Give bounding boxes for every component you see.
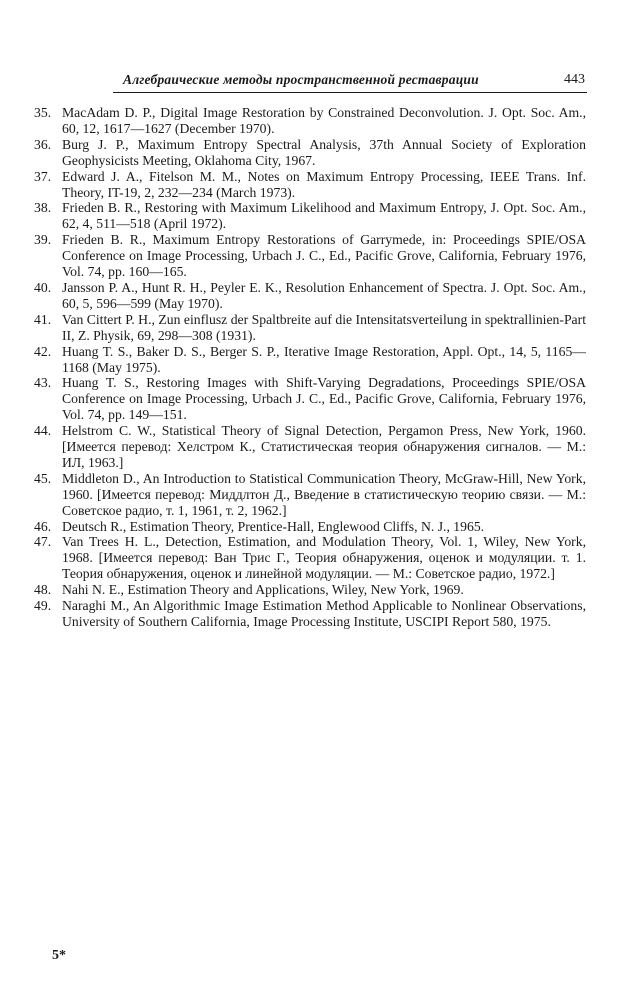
reference-text: Frieden B. R., Restoring with Maximum Likelihood and Maximum Entropy, J. Opt. Soc. Am., 62, 4, 511—518 (April 1972). bbox=[62, 200, 586, 232]
reference-item bbox=[34, 598, 586, 630]
reference-text: Van Trees H. L., Detection, Estimation, and Modulation Theory, Vol. 1, Wiley, New York, 1968. [Имеется перевод: Ван Трис Г., Теория обнаружения, оценок и модуляции. т. 1. Теория обнаружения, оценок и линейной модуляции. — М.: Советское радио, 1972.] bbox=[62, 534, 586, 582]
reference-number: 40. bbox=[34, 279, 52, 295]
reference-number: 44. bbox=[34, 423, 52, 439]
reference-text: MacAdam D. P., Digital Image Restoration by Constrained Deconvolution. J. Opt. Soc. Am., 60, 12, 1617—1627 (December 1970). bbox=[62, 105, 586, 136]
reference-text: Van Cittert P. H., Zun einflusz der Spaltbreite auf die Intensitatsverteilung in spektrallinien-Part II, Z. Physik, 69, 298—308 (1931). bbox=[62, 311, 586, 343]
reference-number: 43. bbox=[34, 375, 52, 391]
reference-number: 46. bbox=[34, 518, 52, 534]
reference-text: Helstrom C. W., Statistical Theory of Signal Detection, Pergamon Press, New York, 1960. [Имеется перевод: Хелстром К., Статистическая теория обнаружения сигналов. — М.: ИЛ, 1963.] bbox=[62, 423, 586, 470]
reference-number: 49. bbox=[34, 598, 52, 614]
reference-number: 36. bbox=[34, 136, 52, 152]
reference-text: Middleton D., An Introduction to Statistical Communication Theory, McGraw-Hill, New York, 1960. [Имеется перевод: Миддлтон Д., Введение в статистическую теорию связи. — М.: Советское радио, т. 1, 1961, т. 2, 1962.] bbox=[62, 470, 586, 518]
reference-item bbox=[34, 280, 586, 312]
reference-number: 35. bbox=[34, 105, 52, 120]
reference-item bbox=[34, 519, 586, 535]
signature-mark: 5* bbox=[52, 948, 66, 963]
reference-list bbox=[34, 105, 586, 630]
reference-number: 39. bbox=[34, 232, 52, 248]
reference-number: 48. bbox=[34, 582, 52, 598]
reference-number: 45. bbox=[34, 470, 52, 486]
reference-number: 37. bbox=[34, 168, 52, 184]
reference-item bbox=[34, 534, 586, 582]
reference-text: Edward J. A., Fitelson M. M., Notes on Maximum Entropy Processing, IEEE Trans. Inf. Theory, IT-19, 2, 232—234 (March 1973). bbox=[62, 168, 586, 200]
reference-text: Naraghi M., An Algorithmic Image Estimation Method Applicable to Nonlinear Observations, University of Southern California, Image Processing Institute, USCIPI Report 580, 1975. bbox=[62, 598, 586, 629]
reference-number: 42. bbox=[34, 343, 52, 359]
reference-text: Deutsch R., Estimation Theory, Prentice-Hall, Englewood Cliffs, N. J., 1965. bbox=[62, 518, 485, 534]
reference-item bbox=[34, 375, 586, 423]
reference-item bbox=[34, 344, 586, 376]
running-title: Алгебраические методы пространственной реставрации bbox=[123, 72, 479, 87]
reference-item bbox=[34, 471, 586, 519]
reference-item bbox=[34, 169, 586, 201]
reference-text: Huang T. S., Restoring Images with Shift-Varying Degradations, Proceedings SPIE/OSA Conference on Image Processing, Urbach J. C., Ed., Pacific Grove, California, February 1976, Vol. 74, pp. 149—151. bbox=[62, 375, 586, 423]
reference-item bbox=[34, 312, 586, 344]
page-header bbox=[113, 72, 587, 93]
page-number: 443 bbox=[564, 72, 585, 87]
reference-item bbox=[34, 105, 586, 137]
reference-number: 41. bbox=[34, 311, 52, 327]
reference-text: Nahi N. E., Estimation Theory and Applications, Wiley, New York, 1969. bbox=[62, 582, 464, 598]
reference-text: Huang T. S., Baker D. S., Berger S. P., Iterative Image Restoration, Appl. Opt., 14, 5, 1165—1168 (May 1975). bbox=[62, 343, 586, 375]
reference-item bbox=[34, 137, 586, 169]
reference-text: Jansson P. A., Hunt R. H., Peyler E. K., Resolution Enhancement of Spectra. J. Opt. Soc. Am., 60, 5, 596—599 (May 1970). bbox=[62, 279, 586, 311]
reference-number: 38. bbox=[34, 200, 52, 216]
reference-number: 47. bbox=[34, 534, 52, 550]
reference-item bbox=[34, 582, 586, 598]
reference-text: Burg J. P., Maximum Entropy Spectral Analysis, 37th Annual Society of Exploration Geophysicists Meeting, Oklahoma City, 1967. bbox=[62, 136, 586, 168]
reference-item bbox=[34, 232, 586, 280]
reference-text: Frieden B. R., Maximum Entropy Restorations of Garrymede, in: Proceedings SPIE/OSA Conference on Image Processing, Urbach J. C., Ed., Pacific Grove, California, February 1976, Vol. 74, pp. 160—165. bbox=[62, 232, 586, 280]
reference-item bbox=[34, 200, 586, 232]
reference-item bbox=[34, 423, 586, 471]
